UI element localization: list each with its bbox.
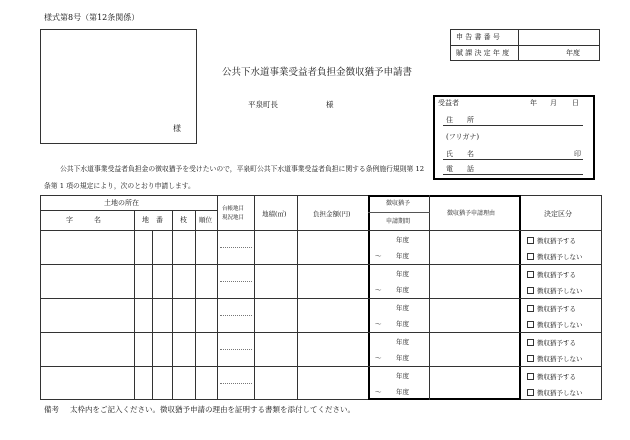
decision-option-grant[interactable]: [527, 305, 576, 313]
period-tilde: ～: [375, 354, 382, 362]
header-edaban: 枝: [180, 216, 187, 224]
period-tilde: ～: [375, 388, 382, 396]
checkbox-icon[interactable]: [527, 389, 534, 396]
header-location: 土地の所在: [104, 199, 139, 207]
phone-field[interactable]: [443, 174, 583, 175]
report-number-field[interactable]: [520, 30, 598, 44]
checkbox-icon[interactable]: [527, 287, 534, 294]
seal-mark: 印: [574, 150, 581, 158]
header-current-category: 現況地目: [222, 215, 245, 221]
decision-option-label: 徴収猶予する: [537, 339, 576, 347]
office-label-assessment-year: 賦 課 決 定 年 度: [456, 49, 510, 57]
phone-label: 電 話: [446, 165, 474, 173]
office-label-report-number: 申 告 書 番 号: [456, 33, 500, 41]
addressee-honorific: 様: [326, 100, 334, 109]
period-to-year[interactable]: 年度: [396, 354, 409, 362]
header-period-bottom: 申請期間: [386, 218, 411, 225]
period-from-year[interactable]: 年度: [396, 236, 409, 244]
checkbox-icon[interactable]: [527, 253, 534, 260]
table-row: [368, 298, 520, 332]
addressee-name: 平泉町長: [248, 100, 278, 109]
table-row: [368, 366, 520, 400]
checkbox-icon[interactable]: [527, 373, 534, 380]
checkbox-icon[interactable]: [527, 271, 534, 278]
table-row: [368, 264, 520, 298]
table-row: [368, 332, 520, 366]
note-text: 太枠内をご記入ください。徴収猶予申請の理由を証明する書類を添付してください。: [70, 405, 355, 414]
period-to-year[interactable]: 年度: [396, 252, 409, 260]
header-chiban: 地 番: [142, 216, 163, 224]
header-aza: 字 名: [66, 216, 101, 224]
checkbox-icon[interactable]: [527, 237, 534, 244]
note-label: 備考: [44, 405, 59, 414]
intro-line-2: 条第 1 項の規定により，次のとおり申請します。: [44, 182, 195, 190]
period-to-year[interactable]: 年度: [396, 388, 409, 396]
decision-option-label: 徴収猶予しない: [537, 287, 583, 295]
period-tilde: ～: [375, 252, 382, 260]
decision-option-deny[interactable]: [527, 253, 583, 261]
decision-option-label: 徴収猶予する: [537, 271, 576, 279]
period-tilde: ～: [375, 286, 382, 294]
header-juni: 順位: [199, 216, 212, 224]
furigana-label: (フリガナ): [446, 133, 480, 141]
decision-option-deny[interactable]: [527, 355, 583, 363]
period-to-year[interactable]: 年度: [396, 320, 409, 328]
header-amount: 負担金額(円): [313, 210, 351, 218]
decision-option-label: 徴収猶予する: [537, 237, 576, 245]
name-field[interactable]: [443, 159, 583, 160]
decision-option-deny[interactable]: [527, 287, 583, 295]
name-label: 氏 名: [446, 150, 474, 158]
period-from-year[interactable]: 年度: [396, 270, 409, 278]
decision-option-label: 徴収猶予する: [537, 373, 576, 381]
decision-option-grant[interactable]: [527, 339, 576, 347]
header-period-top: 徴収猶予: [386, 200, 411, 207]
period-to-year[interactable]: 年度: [396, 286, 409, 294]
stamp-box: [40, 29, 197, 144]
date-year-label: 年: [530, 99, 537, 107]
assessment-year-field[interactable]: 年度: [566, 49, 580, 57]
decision-option-deny[interactable]: [527, 321, 583, 329]
intro-line-1: 公共下水道事業受益者負担金の徴収猶予を受けたいので，平泉町公共下水道事業受益者負担に関する条例施行規則第 12: [60, 165, 425, 173]
address-field[interactable]: [443, 125, 583, 126]
form-title: 公共下水道事業受益者負担金徴収猶予申請書: [222, 67, 413, 78]
header-ledger-category: 台帳地目: [222, 206, 245, 212]
checkbox-icon[interactable]: [527, 355, 534, 362]
period-from-year[interactable]: 年度: [396, 304, 409, 312]
period-tilde: ～: [375, 320, 382, 328]
date-day-label: 日: [572, 99, 579, 107]
form-number: 様式第8号（第12条関係）: [44, 13, 140, 22]
date-month-label: 月: [550, 99, 557, 107]
decision-option-label: 徴収猶予しない: [537, 355, 583, 363]
header-area: 地積(㎡): [262, 210, 287, 218]
decision-option-grant[interactable]: [527, 271, 576, 279]
decision-option-label: 徴収猶予しない: [537, 253, 583, 261]
checkbox-icon[interactable]: [527, 339, 534, 346]
period-from-year[interactable]: 年度: [396, 372, 409, 380]
period-from-year[interactable]: 年度: [396, 338, 409, 346]
checkbox-icon[interactable]: [527, 305, 534, 312]
address-label: 住 所: [446, 116, 474, 124]
decision-option-label: 徴収猶予する: [537, 305, 576, 313]
header-decision: 決定区分: [544, 210, 572, 218]
stamp-box-honorific: 様: [173, 124, 181, 133]
table-row: [368, 230, 520, 264]
checkbox-icon[interactable]: [527, 321, 534, 328]
decision-option-grant[interactable]: [527, 373, 576, 381]
decision-option-deny[interactable]: [527, 389, 583, 397]
decision-option-label: 徴収猶予しない: [537, 321, 583, 329]
decision-option-grant[interactable]: [527, 237, 576, 245]
header-reason: 徴収猶予申請理由: [447, 210, 496, 217]
decision-option-label: 徴収猶予しない: [537, 389, 583, 397]
applicant-heading: 受益者: [438, 99, 459, 107]
